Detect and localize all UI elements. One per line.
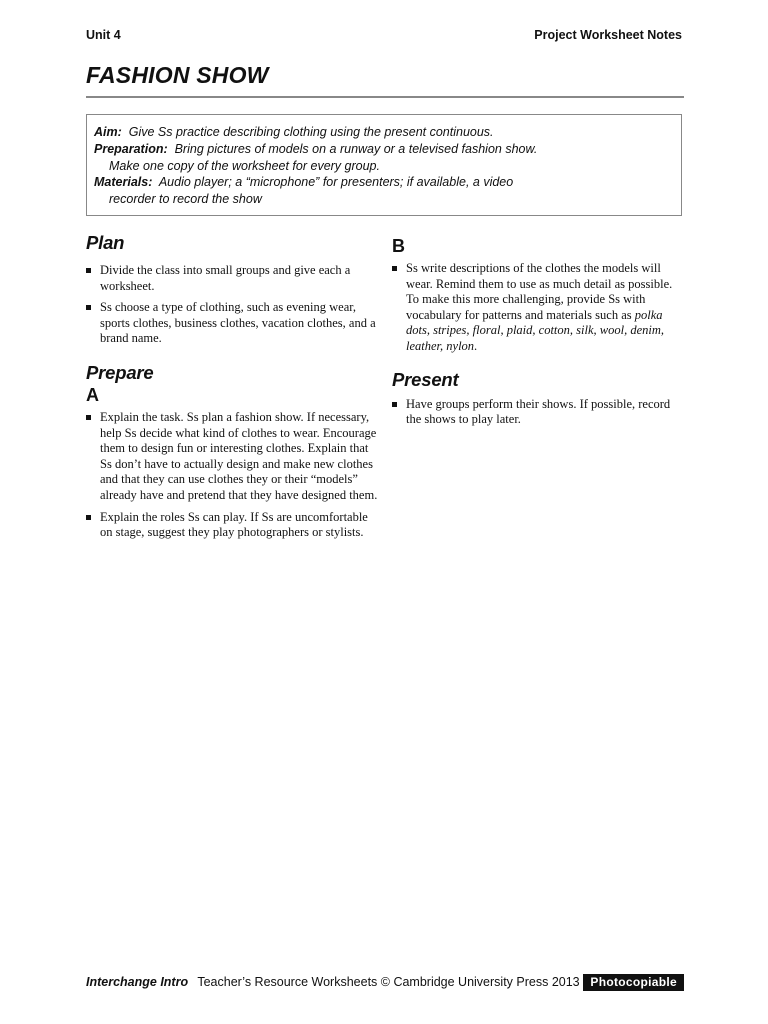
aim-line [94,124,673,141]
aim-text: Give Ss practice describing clothing using the present continuous. [128,125,494,139]
footer-copyright: Teacher’s Resource Worksheets © Cambridge University Press 2013 [197,975,580,989]
preparation-text: Bring pictures of models on a runway or a televised fashion show. [174,141,538,156]
list-item [86,300,378,347]
present-list [392,397,684,428]
title-divider [86,96,684,98]
photocopiable-badge: Photocopiable [583,974,684,991]
list-item-text: Explain the roles Ss can play. If Ss are uncomfortable on stage, suggest they play photographers or stylists. [100,509,368,540]
bullet-square-icon [86,305,91,310]
list-item-end: . [474,338,478,353]
prepare-b-heading: B [392,236,405,256]
list-item [392,261,684,355]
footer [86,975,580,989]
preparation-label: Preparation: [94,141,168,156]
vocabulary-examples: polka dots, stripes, floral, plaid, cotton, silk, wool, denim, leather, nylon [406,307,664,353]
bullet-square-icon [392,402,397,407]
left-column [86,232,378,547]
bullet-square-icon [86,515,91,520]
aim-label: Aim: [94,125,122,139]
materials-text-2: recorder to record the show [109,192,262,207]
materials-line [94,174,673,191]
info-box [86,114,682,216]
list-item-text: Explain the task. Ss plan a fashion show. If necessary, help Ss decide what kind of clothes to wear. Encourage them to design fun or interesting clothes. Explain that Ss don’t have to actually design and make new clothes and that they can use clothes they or their “models” already have and pretend that they have designed them. [100,409,378,502]
list-item-text: Ss write descriptions of the clothes the models will wear. Remind them to use as much detail as possible. To make this more challenging, provide Ss with vocabulary for patterns and materials such as [406,261,673,322]
bullet-square-icon [392,266,397,271]
section-label: Project Worksheet Notes [534,28,682,42]
footer-brand: Interchange Intro [86,975,189,989]
plan-list [86,263,378,347]
bullet-square-icon [86,415,91,420]
materials-text: Audio player; a “microphone” for presenters; if available, a video [158,175,514,190]
prepare-a-list [86,410,378,541]
prepare-heading: Prepare [86,361,154,383]
list-item-text: Ss choose a type of clothing, such as evening wear, sports clothes, business clothes, vacation clothes, and a brand name. [100,300,376,346]
present-heading: Present [392,368,459,390]
materials-label: Materials: [94,175,153,190]
bullet-square-icon [86,268,91,273]
list-item [86,510,378,541]
preparation-text-2: Make one copy of the worksheet for every group. [109,158,380,173]
list-item [392,397,684,428]
plan-heading: Plan [86,232,125,253]
prepare-b-list [392,261,684,355]
list-item [86,263,378,294]
page-title: FASHION SHOW [86,62,269,88]
list-item-text: Have groups perform their shows. If possible, record the shows to play later. [406,396,671,427]
list-item-text: Divide the class into small groups and give each a worksheet. [100,263,351,293]
list-item [86,410,378,504]
unit-label: Unit 4 [86,28,121,42]
prepare-a-heading: A [86,384,99,405]
preparation-line [94,141,673,158]
right-column [392,232,684,434]
